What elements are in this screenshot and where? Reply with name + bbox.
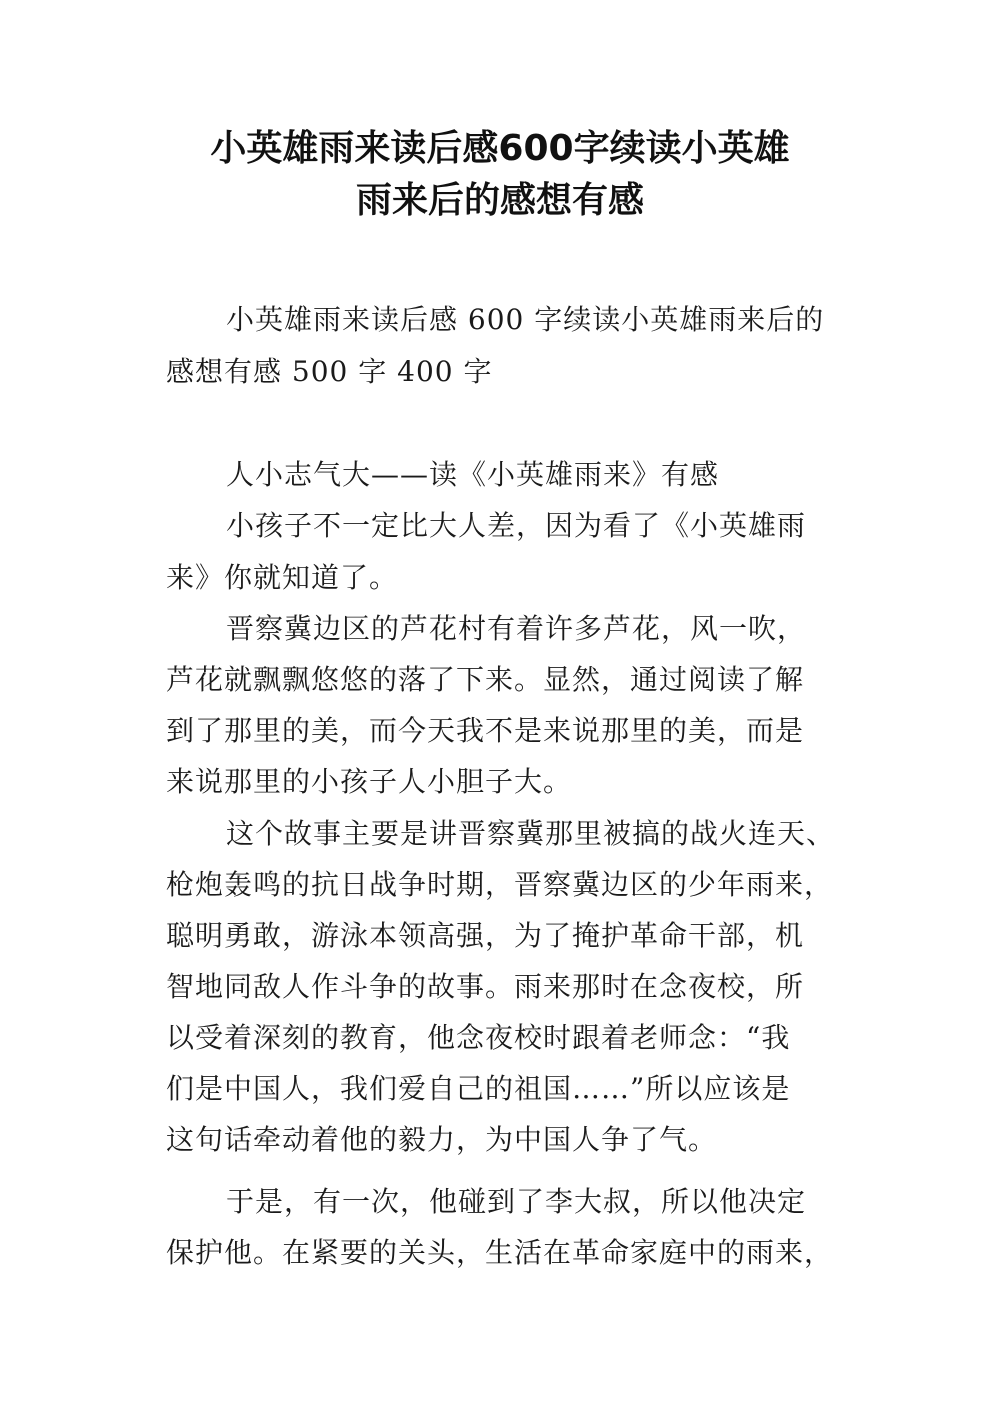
paragraph-line: 到了那里的美，而今天我不是来说那里的美，而是: [166, 714, 805, 747]
paragraph-line: 来》你就知道了。: [166, 561, 399, 594]
paragraph-line: 保护他。在紧要的关头，生活在革命家庭中的雨来，: [166, 1236, 834, 1269]
paragraph-line: 智地同敌人作斗争的故事。雨来那时在念夜校，所: [166, 970, 805, 1003]
paragraph-line: 枪炮轰鸣的抗日战争时期，晋察冀边区的少年雨来，: [166, 868, 834, 901]
paragraph-line: 晋察冀边区的芦花村有着许多芦花，风一吹，: [226, 612, 807, 645]
paragraph-line: 以受着深刻的教育，他念夜校时跟着老师念：“我: [166, 1021, 791, 1054]
paragraph-line: 这个故事主要是讲晋察冀那里被搞的战火连天、: [226, 817, 836, 850]
paragraph-line: 感想有感 500 字 400 字: [166, 355, 493, 388]
paragraph-line: 于是，有一次，他碰到了李大叔，所以他决定: [226, 1185, 807, 1218]
paragraph-line: 来说那里的小孩子人小胆子大。: [166, 765, 573, 798]
paragraph-line: 这句话牵动着他的毅力，为中国人争了气。: [166, 1123, 718, 1156]
paragraph-line: 小英雄雨来读后感 600 字续读小英雄雨来后的: [226, 303, 825, 336]
paragraph-line: 们是中国人，我们爱自己的祖国……”所以应该是: [166, 1072, 791, 1105]
paragraph-line: 小孩子不一定比大人差，因为看了《小英雄雨: [226, 509, 807, 542]
paragraph-line: 芦花就飘飘悠悠的落了下来。显然，通过阅读了解: [166, 663, 805, 696]
document-title-line-1: 小英雄雨来读后感600字续读小英雄: [210, 128, 790, 169]
section-heading: 人小志气大——读《小英雄雨来》有感: [226, 458, 720, 491]
document-title-line-2: 雨来后的感想有感: [355, 180, 644, 221]
paragraph-line: 聪明勇敢，游泳本领高强，为了掩护革命干部，机: [166, 919, 805, 952]
